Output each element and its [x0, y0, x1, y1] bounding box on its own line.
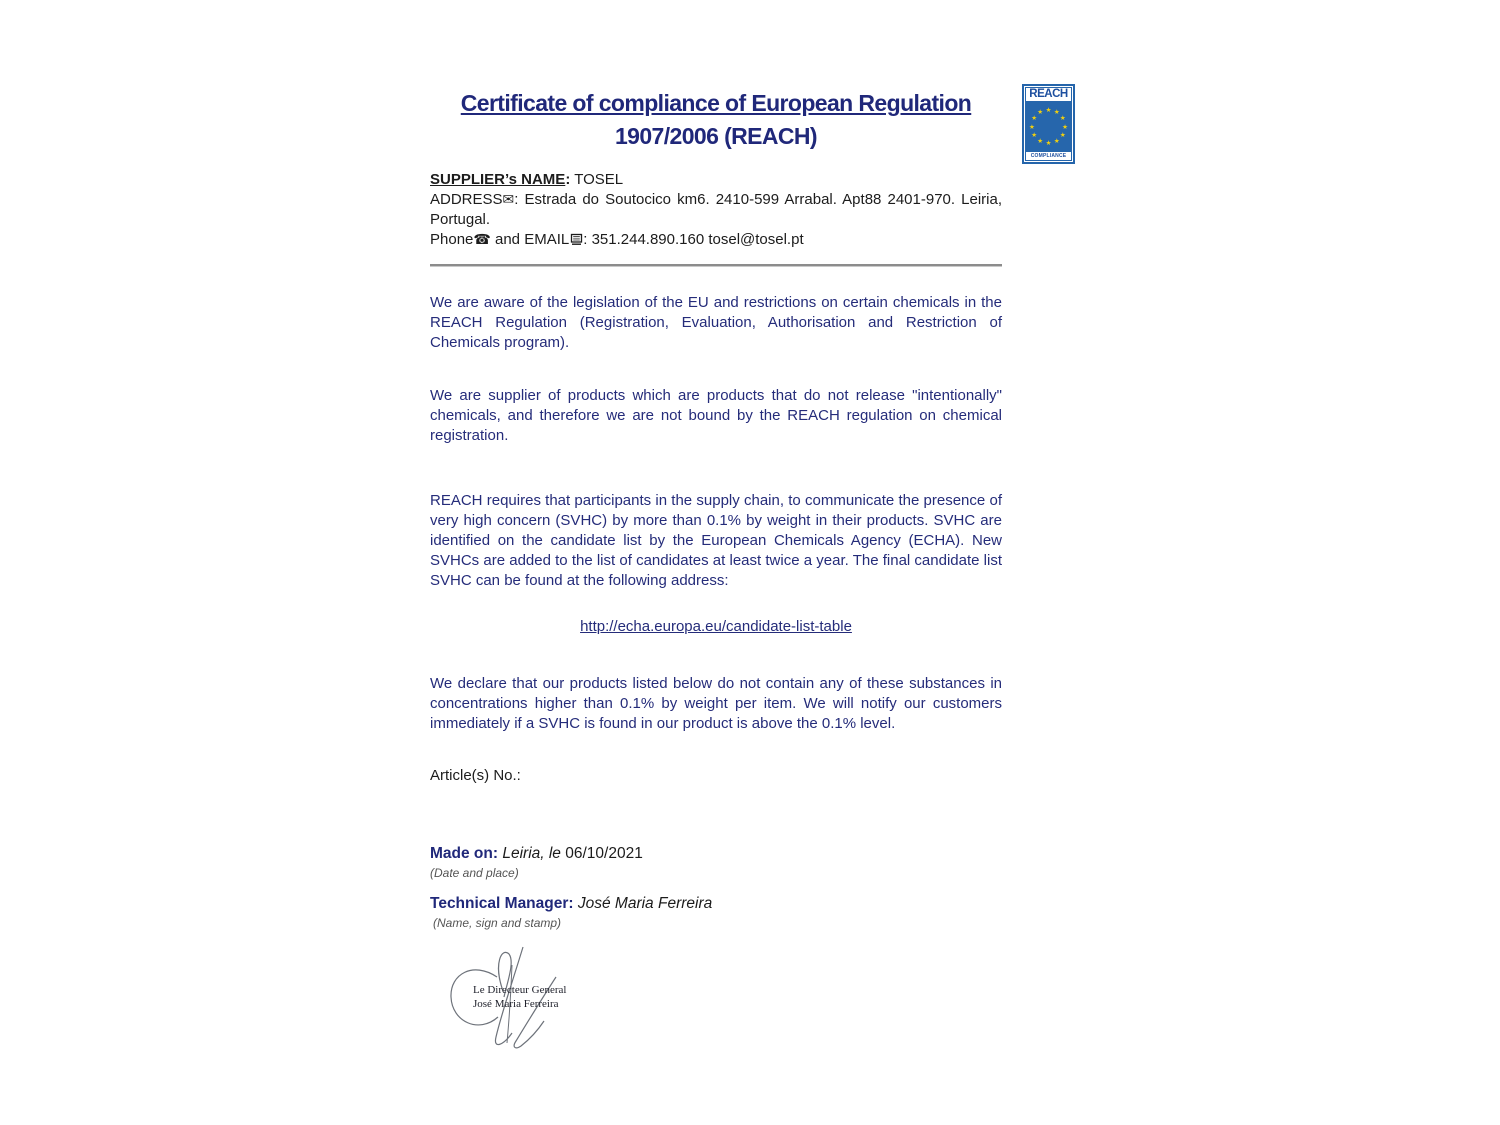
supplier-contact-line: Phone☎ and EMAIL : 351.244.890.160 tosel@tosel.pt [430, 231, 804, 248]
paragraph-declaration: We declare that our products listed below do not contain any of these substances in concentrations higher than 0.1% by weight per item. We will notify our customers immediately if a SVHC is found in our product is above the 0.1% level. [430, 675, 1002, 732]
contact-value: 351.244.890.160 tosel@tosel.pt [591, 231, 804, 248]
certificate-title [430, 87, 1002, 153]
supplier-name-label: SUPPLIER’s NAME [430, 171, 566, 188]
title-line1: Certificate of compliance of European Regulation [460, 90, 972, 116]
reach-logo-title: REACH [1025, 87, 1072, 101]
candidate-list-link-line [430, 618, 1002, 636]
supplier-name-value: TOSEL [574, 171, 624, 188]
technical-manager-value: José Maria Ferreira [577, 895, 713, 912]
made-on-date: 06/10/2021 [565, 845, 643, 862]
date-place-note: (Date and place) [430, 866, 519, 880]
supplier-address-line: ADDRESS✉: Estrada do Soutocico km6. 2410-599 Arrabal. Apt88 2401-970. Leiria, Portugal. [430, 191, 1003, 228]
signature-block [435, 945, 595, 1060]
reach-logo-compliance-label: COMPLIANCE [1025, 152, 1072, 161]
made-on-place: Leiria, le [502, 845, 561, 862]
certificate-body [430, 87, 1002, 1060]
computer-icon [570, 233, 583, 246]
supplier-block [430, 170, 1002, 250]
title-line2: 1907/2006 (REACH) [614, 123, 817, 149]
eu-flag-field [1025, 101, 1072, 152]
technical-manager-line [430, 893, 1002, 915]
signature-stamp-text [473, 983, 593, 1011]
paragraph-supplier-statement: We are supplier of products which are products that do not release "intentionally" chemicals, and therefore we are not bound by the REACH regulation on chemical registration. [430, 387, 1002, 444]
phone-icon: ☎ [473, 232, 491, 248]
address-value: Estrada do Soutocico km6. 2410-599 Arrabal. Apt88 2401-970. Leiria, Portugal. [430, 191, 1003, 228]
paragraph-reach-requirements: REACH requires that participants in the supply chain, to communicate the presence of very high concern (SVHC) by more than 0.1% by weight in their products. SVHC are identified on the candidate list by the European Chemicals Agency (ECHA). New SVHCs are added to the list of candidates at least twice a year. The final candidate list SVHC can be found at the following address: [430, 492, 1002, 589]
name-sign-stamp-note: (Name, sign and stamp) [433, 916, 562, 930]
reach-compliance-logo [1022, 84, 1075, 164]
supplier-name-line: SUPPLIER’s NAME: TOSEL [430, 171, 624, 188]
and-email-label: and EMAIL [495, 231, 570, 248]
phone-label: Phone [430, 231, 474, 248]
address-label: ADDRESS [430, 191, 503, 208]
horizontal-rule [430, 264, 1002, 267]
eu-stars-icon: ★ ★ ★ ★ ★ ★ ★ ★ ★ ★ ★ ★ [1029, 105, 1068, 148]
signature-name: José Maria Ferreira [473, 998, 559, 1010]
article-number-label: Article(s) No.: [430, 767, 521, 784]
paragraph-awareness: We are aware of the legislation of the EU and restrictions on certain chemicals in the REACH Regulation (Registration, Evaluation, Authorisation and Restriction of Chemicals program). [430, 294, 1002, 351]
technical-manager-label: Technical Manager: [430, 895, 574, 912]
signature-title: Le Directeur General [473, 984, 567, 996]
made-on-line [430, 843, 1002, 865]
envelope-icon: ✉ [502, 192, 515, 208]
made-on-label: Made on: [430, 845, 499, 862]
candidate-list-link[interactable]: http://echa.europa.eu/candidate-list-table [580, 618, 852, 635]
